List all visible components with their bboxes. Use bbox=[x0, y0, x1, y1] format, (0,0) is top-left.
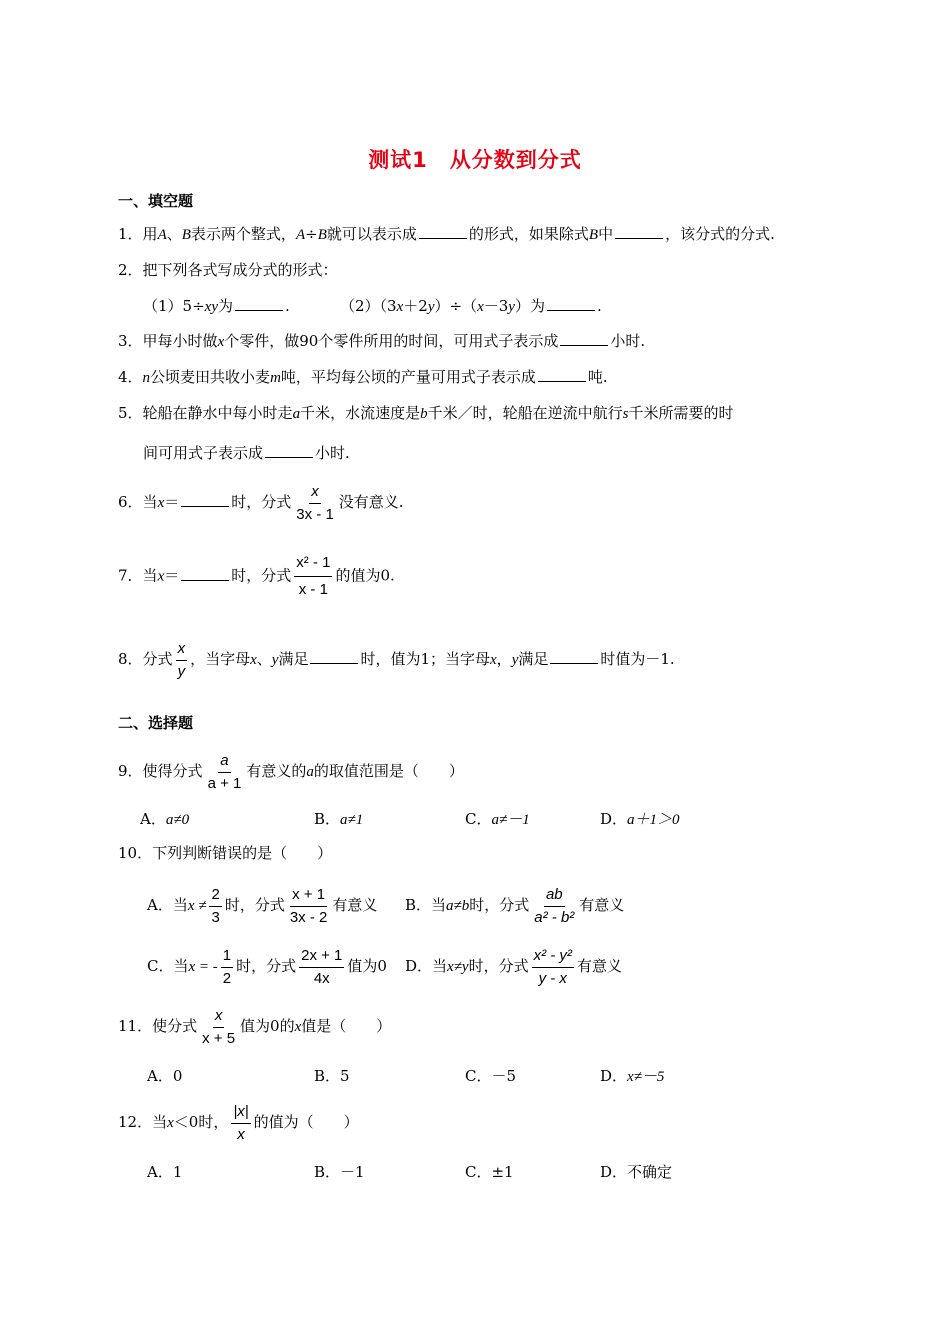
option-d[interactable]: D．当x≠y时，分式 $\frac{\text{x² - y²}}{y - x}$ 有意义 bbox=[405, 946, 622, 987]
option-a[interactable]: A．a≠0 bbox=[140, 810, 190, 828]
option-c[interactable]: C．a≠－1 bbox=[465, 810, 530, 828]
answer-blank[interactable] bbox=[615, 224, 663, 239]
question-5-cont: 间可用式子表示成 小时. bbox=[143, 444, 350, 462]
fraction: $\frac{2x + 1}{4x}$ bbox=[301, 946, 343, 987]
fraction: $\frac{x}{x + 5}$ bbox=[202, 1006, 236, 1047]
question-4: 4．n公顷麦田共收小麦m吨，平均每公顷的产量可用式子表示成 吨. bbox=[118, 368, 608, 386]
question-10: 10．下列判断错误的是（ ） bbox=[118, 844, 333, 862]
fraction: $\frac{a}{a + 1}$ bbox=[207, 751, 242, 792]
option-c[interactable]: C．－5 bbox=[465, 1067, 517, 1085]
option-d[interactable]: D．不确定 bbox=[600, 1163, 673, 1181]
answer-blank[interactable] bbox=[235, 296, 283, 311]
option-b[interactable]: B．－1 bbox=[314, 1163, 365, 1181]
option-a[interactable]: A．0 bbox=[147, 1067, 183, 1085]
answer-blank[interactable] bbox=[181, 492, 229, 507]
option-c[interactable]: C．±1 bbox=[465, 1163, 514, 1181]
option-d[interactable]: D．a＋1＞0 bbox=[600, 810, 680, 828]
answer-blank[interactable] bbox=[538, 367, 586, 382]
question-3: 3．甲每小时做x个零件，做90个零件所用的时间，可用式子表示成 小时. bbox=[118, 332, 646, 350]
fraction: $\frac{ab}{\text{a² - b²}}$ bbox=[534, 885, 575, 926]
answer-blank[interactable] bbox=[560, 331, 608, 346]
page-title: 测试1 从分数到分式 bbox=[368, 148, 582, 172]
question-7: 7．当x＝ 时，分式 $\frac{\text{x² - 1}}{x - 1}$ 的值为0. bbox=[118, 552, 395, 601]
question-2-part-2: （2）（3x＋2y）÷（x－3y）为 . bbox=[340, 297, 602, 315]
fraction: $\frac{x}{3x - 1}$ bbox=[296, 482, 334, 523]
answer-blank[interactable] bbox=[181, 566, 229, 581]
answer-blank[interactable] bbox=[547, 296, 595, 311]
question-9: 9．使得分式 $\frac{a}{a + 1}$ 有意义的a的取值范围是（ ） bbox=[118, 751, 464, 792]
question-12: 12．当x＜0时， $\frac{|x|}{x}$ 的值为（ ） bbox=[118, 1102, 359, 1143]
question-2: 2．把下列各式写成分式的形式： bbox=[118, 261, 338, 279]
section-fill-in: 一、填空题 bbox=[118, 192, 194, 210]
fraction: $\frac{|x|}{x}$ bbox=[233, 1102, 249, 1143]
question-6: 6．当x＝ 时，分式 $\frac{x}{3x - 1}$ 没有意义. bbox=[118, 482, 404, 523]
answer-blank[interactable] bbox=[265, 443, 313, 458]
answer-blank[interactable] bbox=[550, 649, 598, 664]
fraction: $\frac{\text{x² - 1}}{x - 1}$ bbox=[296, 554, 331, 598]
option-b[interactable]: B．5 bbox=[314, 1067, 350, 1085]
question-5: 5．轮船在静水中每小时走a千米，水流速度是b千米／时，轮船在逆流中航行s千米所需要的时 bbox=[118, 404, 734, 422]
option-a[interactable]: A．当x ≠ $\frac{2}{3}$ 时，分式 $\frac{x + 1}{3x - 2}$ 有意义 bbox=[147, 885, 378, 926]
question-1: 1．用A、B表示两个整式，A÷B就可以表示成 的形式，如果除式B中 ，该分式的分式. bbox=[118, 225, 775, 243]
section-choice: 二、选择题 bbox=[118, 714, 194, 732]
option-d[interactable]: D．x≠－5 bbox=[600, 1067, 665, 1085]
option-c[interactable]: C．当x = - $\frac{1}{2}$ 时，分式 $\frac{2x + 1}{4x}$ 值为0 bbox=[147, 946, 387, 987]
answer-blank[interactable] bbox=[310, 649, 358, 664]
fraction: $\frac{1}{2}$ bbox=[222, 946, 232, 987]
option-b[interactable]: B．当a≠b时，分式 $\frac{ab}{\text{a² - b²}}$ 有意义 bbox=[405, 885, 625, 926]
fraction: $\frac{2}{3}$ bbox=[211, 885, 220, 926]
fraction: $\frac{x + 1}{3x - 2}$ bbox=[289, 885, 328, 926]
fraction: $\frac{x}{y}$ bbox=[177, 639, 186, 680]
question-8: 8．分式 $\frac{x}{y}$ ，当字母x、y满足 时，值为1；当字母x，y满足 时值为－1. bbox=[118, 639, 675, 680]
answer-blank[interactable] bbox=[419, 224, 467, 239]
fraction: $\frac{\text{x² - y²}}{y - x}$ bbox=[533, 946, 572, 987]
option-b[interactable]: B．a≠1 bbox=[314, 810, 364, 828]
question-2-part-1: （1）5÷xy为 . bbox=[143, 297, 290, 315]
option-a[interactable]: A．1 bbox=[147, 1163, 183, 1181]
question-11: 11．使分式 $\frac{x}{x + 5}$ 值为0的x值是（ ） bbox=[118, 1006, 392, 1047]
